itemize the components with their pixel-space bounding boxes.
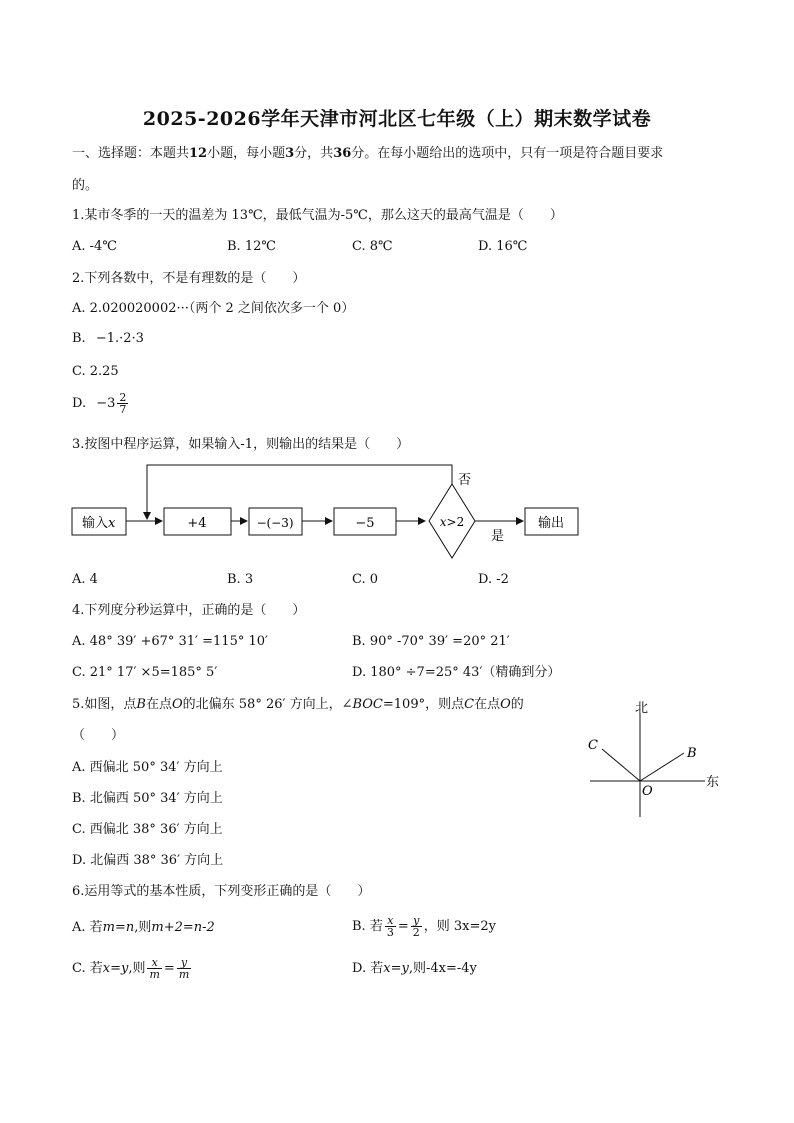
flow-condition-text: x>2	[439, 515, 465, 529]
fraction-numerator: x	[147, 957, 161, 969]
section-question-count: 12	[189, 146, 208, 161]
q2-option-d-whole: −3	[96, 396, 116, 411]
flow-input-text: 输入x	[82, 516, 116, 531]
q5-point-o: O	[500, 697, 511, 712]
fraction-numerator: 2	[119, 391, 127, 404]
q6-b-fraction-1	[385, 915, 396, 938]
point-o-label: O	[642, 784, 653, 799]
q2-option-b[interactable]	[72, 330, 144, 348]
q5-point-b: B	[136, 697, 146, 712]
q6-d-suffix: ,则-4x=-4y	[408, 961, 477, 976]
flow-yes-label: 是	[491, 529, 505, 544]
q3-option-c[interactable]: C. 0	[352, 572, 379, 587]
q4-option-b[interactable]: B. 90° -70° 39′ =20° 21′	[352, 634, 510, 649]
q4-option-c[interactable]: C. 21° 17′ ×5=185° 5′	[72, 665, 218, 680]
q3-option-d[interactable]: D. -2	[478, 572, 509, 587]
q6-option-b[interactable]	[352, 912, 496, 942]
fraction-numerator: y	[411, 915, 422, 927]
q6-c-condition: x=y	[102, 961, 129, 976]
point-c-label: C	[588, 738, 598, 753]
q6-c-fraction-1	[147, 957, 161, 980]
q5-stem-part: 的北偏东 58° 26′ 方向上，∠	[182, 697, 353, 712]
q3-option-a[interactable]: A. 4	[72, 572, 98, 587]
question-1-stem: 1.某市冬季的一天的温差为 13℃，最低气温为-5℃，那么这天的最高气温是（ ）	[72, 208, 563, 223]
q6-b-suffix: ，则 3x=2y	[423, 919, 496, 934]
q2-option-d-label: D.	[72, 396, 87, 411]
q6-c-fraction-2	[177, 957, 191, 980]
q6-option-d[interactable]	[352, 960, 477, 978]
q2-option-d-fraction	[117, 392, 128, 415]
q1-option-b[interactable]: B. 12℃	[227, 239, 276, 254]
q5-direction-figure	[580, 695, 730, 825]
flow-output-text: 输出	[537, 516, 565, 531]
q5-option-a[interactable]: A. 西偏北 50° 34′ 方向上	[72, 760, 223, 775]
q6-a-prefix: A. 若	[72, 920, 103, 935]
q6-c-equals: =	[163, 961, 175, 976]
q2-option-d[interactable]	[72, 392, 130, 415]
flow-step3-text: −5	[355, 516, 375, 531]
q1-option-a[interactable]: A. -4℃	[72, 239, 117, 254]
q3-flowchart	[60, 460, 600, 570]
fraction-denominator: 7	[119, 403, 127, 416]
section-mid1: 小题，每小题	[207, 146, 286, 161]
flow-no-label: 否	[458, 473, 472, 488]
flow-step1-text: +4	[187, 516, 207, 531]
q5-stem-part: 5.如图，点	[72, 697, 137, 712]
question-5-stem	[72, 696, 524, 714]
q5-option-c[interactable]: C. 西偏北 38° 36′ 方向上	[72, 822, 223, 837]
q5-stem-part: 在点	[474, 697, 501, 712]
q6-b-prefix: B. 若	[352, 919, 383, 934]
q2-option-b-label: B.	[72, 331, 86, 346]
q6-option-a[interactable]	[72, 919, 215, 937]
q2-option-a[interactable]: A. 2.020020002···（两个 2 之间依次多一个 0）	[72, 301, 355, 316]
north-label: 北	[635, 701, 649, 716]
question-3-stem: 3.按图中程序运算，如果输入-1，则输出的结果是（ ）	[72, 437, 410, 452]
section-suffix: 分。在每小题给出的选项中，只有一项是符合题目要求	[351, 146, 664, 161]
q5-point-c: C	[464, 697, 475, 712]
question-4-stem: 4.下列度分秒运算中，正确的是（ ）	[72, 603, 306, 618]
q5-option-b[interactable]: B. 北偏西 50° 34′ 方向上	[72, 791, 223, 806]
section-header-line1	[72, 145, 663, 163]
ray-ob	[640, 753, 684, 781]
q5-stem-part: =109°，则点	[382, 697, 465, 712]
section-mid2: 分，共	[294, 146, 334, 161]
fraction-numerator: y	[177, 957, 191, 969]
q5-stem-part: 在点	[145, 697, 172, 712]
q3-option-b[interactable]: B. 3	[227, 572, 254, 587]
question-2-stem: 2.下列各数中，不是有理数的是（ ）	[72, 271, 306, 286]
fraction-denominator: 2	[412, 926, 420, 939]
fraction-numerator: x	[385, 915, 396, 927]
q5-stem-part: 的	[510, 697, 524, 712]
q4-option-a[interactable]: A. 48° 39′ +67° 31′ =115° 10′	[72, 634, 268, 649]
question-6-stem: 6.运用等式的基本性质，下列变形正确的是（ ）	[72, 884, 371, 899]
q2-option-c[interactable]: C. 2.25	[72, 364, 119, 379]
q1-option-c[interactable]: C. 8℃	[352, 239, 393, 254]
fraction-denominator: m	[149, 968, 160, 981]
q4-option-d[interactable]: D. 180° ÷7=25° 43′（精确到分）	[352, 665, 561, 680]
q5-point-o: O	[171, 697, 183, 712]
q6-a-mid: ,则	[134, 920, 152, 935]
q5-answer-paren: （ ）	[72, 728, 125, 743]
q6-a-expr2: m+2=n-2	[151, 920, 215, 935]
q2-option-b-value: −1.·2·3	[95, 331, 144, 346]
q5-angle-boc: BOC	[352, 697, 383, 712]
q6-b-equals: =	[397, 919, 409, 934]
section-points-each: 3	[285, 146, 295, 161]
q5-option-d[interactable]: D. 北偏西 38° 36′ 方向上	[72, 853, 224, 868]
q6-c-prefix: C. 若	[72, 961, 103, 976]
east-label: 东	[706, 775, 720, 790]
q1-option-d[interactable]: D. 16℃	[478, 239, 528, 254]
flow-loop-no	[147, 465, 452, 519]
point-b-label: B	[687, 746, 697, 761]
flow-step2-text: −(−3)	[256, 516, 294, 530]
page-title: 2025-2026学年天津市河北区七年级（上）期末数学试卷	[142, 108, 652, 130]
fraction-denominator: m	[178, 968, 190, 981]
q6-b-fraction-2	[411, 915, 422, 938]
fraction-denominator: 3	[386, 926, 394, 939]
q6-c-mid: ,则	[128, 961, 146, 976]
q6-d-prefix: D. 若	[352, 961, 384, 976]
q6-d-condition: x=y	[383, 961, 409, 976]
section-header-line2: 的。	[72, 178, 99, 193]
section-total: 36	[333, 146, 352, 161]
q6-a-expr1: m=n	[102, 920, 135, 935]
q6-option-c[interactable]	[72, 954, 193, 984]
ray-oc	[602, 749, 640, 781]
section-prefix: 一、选择题：本题共	[72, 146, 190, 161]
